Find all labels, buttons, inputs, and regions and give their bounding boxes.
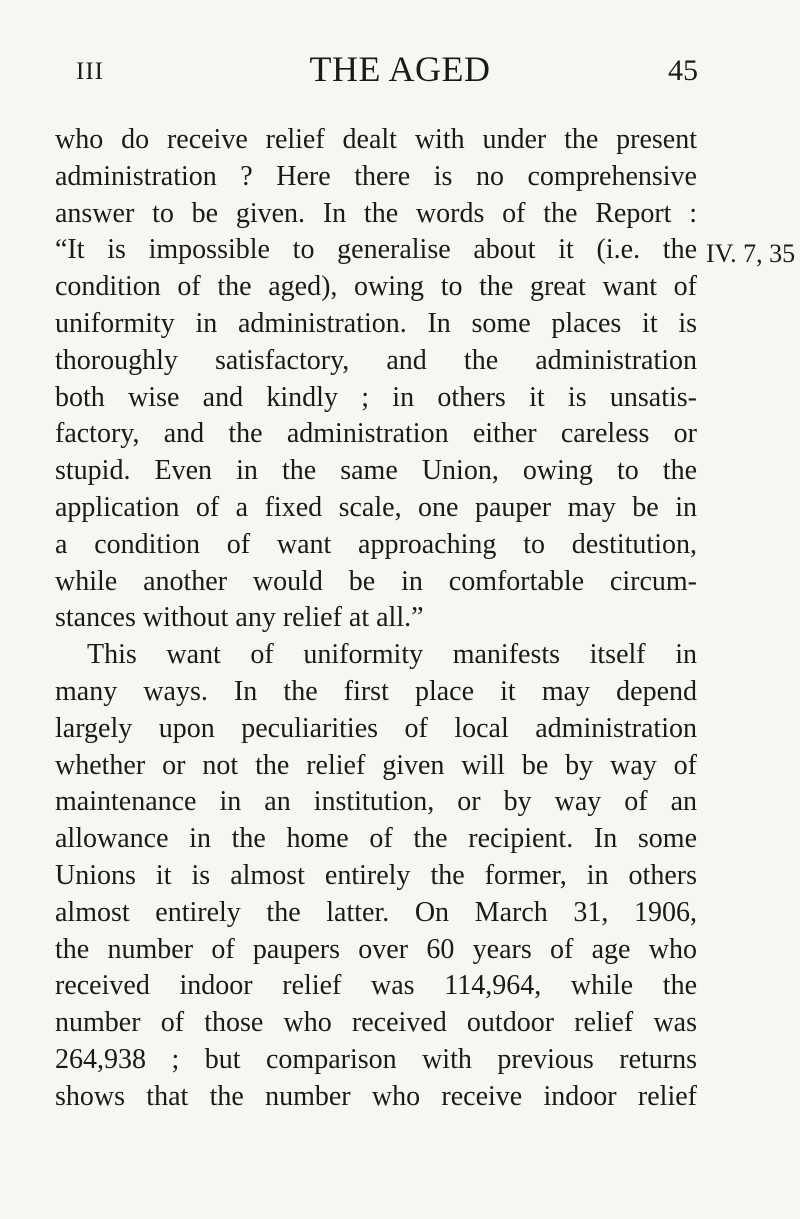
page-header [0,48,800,94]
text-line: received indoor relief was 114,964, while the [55,970,697,1002]
text-line: 264,938 ; but comparison with previous returns [55,1043,697,1075]
text-line: factory, and the administration either careless or [55,418,697,450]
running-title: THE AGED [309,49,491,89]
text-line: uniformity in administration. In some places it is [55,307,697,339]
text-line: stupid. Even in the same Union, owing to the [55,455,697,487]
text-line: largely upon peculiarities of local administration [55,712,697,744]
body-text [55,122,697,1116]
text-line: number of those who received outdoor relief was [55,1007,697,1039]
text-line: who do receive relief dealt with under the present [55,124,697,155]
text-line: stances without any relief at all.” [55,602,424,634]
text-line: shows that the number who receive indoor relief [55,1080,697,1112]
chapter-number: III [76,58,104,85]
text-line: both wise and kindly ; in others it is unsatis- [55,381,697,413]
text-line: maintenance in an institution, or by way of an [55,786,697,818]
text-line: condition of the aged), owing to the great want of [55,271,697,303]
text-line: almost entirely the latter. On March 31, 1906, [55,896,697,928]
text-line: while another would be in comfortable circum- [55,565,697,597]
text-line: whether or not the relief given will be by way of [55,749,697,781]
text-line: many ways. In the first place it may depend [55,675,697,707]
text-line: administration ? Here there is no comprehensive [55,160,697,192]
page-number: 45 [668,54,698,87]
text-line: “It is impossible to generalise about it (i.e. the [55,234,697,266]
text-line: Unions it is almost entirely the former, in others [55,859,697,891]
text-line: application of a fixed scale, one pauper may be in [55,491,697,523]
text-line: allowance in the home of the recipient. In some [55,823,697,855]
text-line: thoroughly satisfactory, and the administration [55,344,697,376]
text-line: a condition of want approaching to destitution, [55,528,697,560]
text-line: the number of paupers over 60 years of age who [55,933,697,965]
marginal-reference: IV. 7, 35 [706,239,796,268]
text-line: This want of uniformity manifests itself in [87,639,697,671]
text-line: answer to be given. In the words of the Report : [55,197,697,229]
